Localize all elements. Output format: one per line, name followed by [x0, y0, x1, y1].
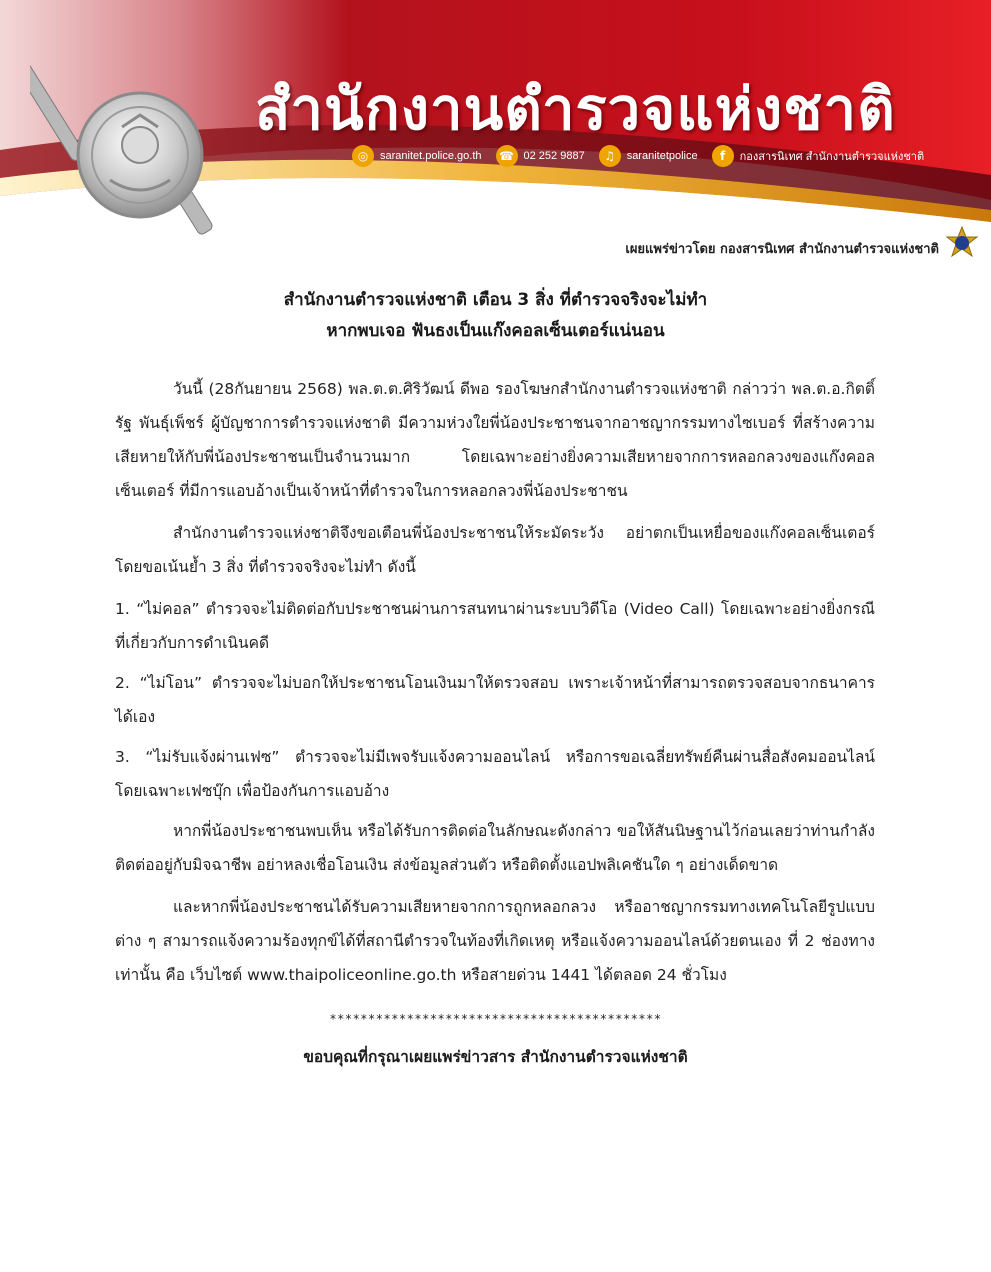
website-text: saranitet.police.go.th [380, 150, 482, 162]
headline-line-1: สำนักงานตำรวจแห่งชาติ เตือน 3 สิ่ง ที่ตำรวจจริงจะไม่ทำ [283, 290, 708, 310]
list-item-3: 3. “ไม่รับแจ้งผ่านเฟซ” ตำรวจจะไม่มีเพจรับแจ้งความออนไลน์ หรือการขอเฉลี่ยทรัพย์คืนผ่านสื่อสังคมออนไลน์ โดยเฉพาะเฟซบุ๊ก เพื่อป้องกันการแอบอ้าง [115, 748, 875, 800]
article-body [115, 372, 875, 1000]
phone-icon: ☎ [496, 145, 518, 167]
publisher-line: เผยแพร่ข่าวโดย กองสารนิเทศ สำนักงานตำรวจแห่งชาติ [625, 242, 939, 257]
phone-text: 02 252 9887 [523, 150, 585, 162]
facebook-icon: f [712, 145, 734, 167]
page-title: สำนักงานตำรวจแห่งชาติ [255, 75, 896, 143]
list-item-2: 2. “ไม่โอน” ตำรวจจะไม่บอกให้ประชาชนโอนเงินมาให้ตรวจสอบ เพราะเจ้าหน้าที่สามารถตรวจสอบจากธนาคารได้เอง [115, 674, 875, 726]
paragraph-advice: หากพี่น้องประชาชนพบเห็น หรือได้รับการติดต่อในลักษณะดังกล่าว ขอให้สันนิษฐานไว้ก่อนเลยว่าท่านกำลังติดต่ออยู่กับมิจฉาชีพ อย่าหลงเชื่อโอนเงิน ส่งข้อมูลส่วนตัว หรือติดตั้งแอปพลิเคชันใด ๆ อย่างเด็ดขาด [115, 822, 875, 874]
header-banner [0, 0, 991, 235]
contact-phone[interactable] [496, 145, 585, 167]
contact-facebook[interactable] [712, 145, 925, 167]
separator: ******************************************* [329, 1012, 662, 1026]
headline [60, 285, 931, 347]
police-badge-icon [945, 226, 979, 260]
headline-line-2: หากพบเจอ ฟันธงเป็นแก๊งคอลเซ็นเตอร์แน่นอน [326, 321, 665, 341]
tiktok-icon: ♫ [599, 145, 621, 167]
tiktok-text: saranitetpolice [626, 150, 698, 162]
paragraph-reporting: และหากพี่น้องประชาชนได้รับความเสียหายจากการถูกหลอกลวง หรืออาชญากรรมทางเทคโนโลยีรูปแบบต่าง ๆ สามารถแจ้งความร้องทุกข์ได้ที่สถานีตำรวจในท้องที่เกิดเหตุ หรือแจ้งความออนไลน์ด้วยตนเอง ที่ 2 ช่องทางเท่านั้น คือ เว็บไซต์ www.thaipoliceonline.go.th หรือสายด่วน 1441 ได้ตลอด 24 ชั่วโมง [115, 898, 875, 984]
closing-thanks: ขอบคุณที่กรุณาเผยแพร่ข่าวสาร สำนักงานตำรวจแห่งชาติ [303, 1048, 688, 1066]
police-emblem [30, 15, 250, 235]
list-item-1: 1. “ไม่คอล” ตำรวจจะไม่ติดต่อกับประชาชนผ่านการสนทนาผ่านระบบวิดีโอ (Video Call) โดยเฉพาะอย่างยิ่งกรณีที่เกี่ยวกับการดำเนินคดี [115, 600, 875, 652]
paragraph-warning: สำนักงานตำรวจแห่งชาติจึงขอเตือนพี่น้องประชาชนให้ระมัดระวัง อย่าตกเป็นเหยื่อของแก๊งคอลเซ็นเตอร์ โดยขอเน้นย้ำ 3 สิ่ง ที่ตำรวจจริงจะไม่ทำ ดังนี้ [115, 524, 875, 576]
contact-website[interactable] [352, 145, 482, 167]
contact-bar [352, 143, 938, 169]
globe-icon: ◎ [352, 145, 374, 167]
contact-tiktok[interactable] [599, 145, 698, 167]
paragraph-intro: วันนี้ (28กันยายน 2568) พล.ต.ต.ศิริวัฒน์ ดีพอ รองโฆษกสำนักงานตำรวจแห่งชาติ กล่าวว่า พล.ต.อ.กิตติ์รัฐ พันธุ์เพ็ชร์ ผู้บัญชาการตำรวจแห่งชาติ มีความห่วงใยพี่น้องประชาชนจากอาชญากรรมทางไซเบอร์ ที่สร้างความเสียหายให้กับพี่น้องประชาชนเป็นจำนวนมาก โดยเฉพาะอย่างยิ่งความเสียหายจากการหลอกลวงของแก๊งคอลเซ็นเตอร์ ที่มีการแอบอ้างเป็นเจ้าหน้าที่ตำรวจในการหลอกลวงพี่น้องประชาชน [115, 380, 875, 500]
facebook-text: กองสารนิเทศ สำนักงานตำรวจแห่งชาติ [739, 151, 925, 163]
